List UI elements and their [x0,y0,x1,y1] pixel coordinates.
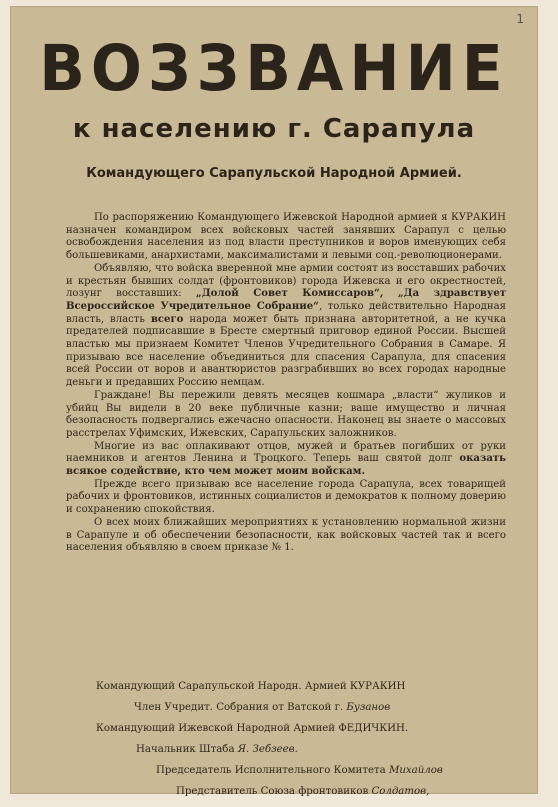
paragraph [66,441,506,479]
paragraph-text: Многие из вас оплакивают отцов, мужей и братьев погибших от руки наемников и агентов Ленина и Троцкого. Теперь ваш святой долг [66,440,506,465]
proclamation-body [66,212,506,555]
signatures-block [96,681,536,807]
paragraph [66,479,506,517]
paragraph [66,212,506,263]
paragraph-text: По распоряжению Командующего Ижевской Народной армией я КУРАКИН назначен командиром всех войсковых частей занявших Сарапул с целью освобождения населения из под власти преступников и воров именующих себя большевиками, анархистами, максималистами и левыми соц.-революционерами. [66,212,506,262]
paragraph-text: народа может быть признана авторитетной, а не кучка предателей подписавшие в Бресте смертный приговор единой России. Высшей властью мы признаем Комитет Членов Учредительного Собрания в Самаре. Я призываю все население объединиться для спасения Сарапула, для спасения всей России от воров и авантюристов разграбившиx во всех городах народные деньги и предавших Россию немцам. [66,313,506,389]
paragraph-text: О всех моих ближайших мероприятиях к установлению нормальной жизни в Сарапуле и об обеспечении безопасности, как войсковых частей так и всего населения объявляю в своем приказе № 1. [66,516,506,554]
page-number: 1 [516,12,524,26]
poster-title: ВОЗЗВАНИЕ [39,32,509,106]
signature-handwritten-name: Солдатов, [371,786,430,797]
paragraph-bold-text: оказать всякое содействие, кто чем может моим войскам. [66,453,506,478]
poster-sheet [10,6,538,797]
paragraph-text: Граждане! Вы пережили девять месяцев кошмара „власти“ жуликов и убийц Вы видели в 20 веке публичные казни; ваше имущество и личная безопасность подвергались ежечасно опасности. Наконец вы знаете о массовых расстрелах Уфимских, Ижевских, Сарапульских заложников. [66,389,506,439]
paragraph [66,263,506,390]
signature-text: Председатель Исполнительного Комитета [156,765,389,776]
paragraph-bold-text: всего [150,313,184,325]
paragraph-text: Объявляю, что войска вверенной мне армии состоят из восставших рабочих и крестьян бывших солдат (фронтовиков) города Ижевска и его окрестностей, лозунг восставших: [66,262,506,300]
paragraph-text: Прежде всего призываю все население города Сарапула, всех товарищей рабочих и фронтовиков, истинных социалистов и демократов к полному доверию и сохранению спокойствия. [66,478,506,516]
signature-text: Командующий Ижевской Народной Армией ФЕДИЧКИН. [96,723,409,734]
signature-line [96,765,536,786]
signature-text: Начальник Штаба [136,744,238,755]
paragraph-text: , только действительно Народная власть, власть [66,300,506,325]
signature-line [96,702,536,723]
signature-text: Командующий Сарапульской Народн. Армией КУРАКИН [96,681,406,692]
paragraph [66,517,506,555]
poster-heading: к населению г. Сарапула [72,114,476,144]
signature-line [96,744,536,765]
paragraph [66,390,506,441]
paragraph-bold-text: „Долой Совет Комиссаров“, „Да здравствует Всероссийское Учредительное Собрание“ [66,288,507,312]
signature-line [96,786,536,807]
signature-text: Член Учредит. Собрания от Ватской г. [134,702,347,713]
signature-line [96,681,536,702]
signature-line [96,723,536,744]
poster-subtitle: Командующего Сарапульской Народной Армией. [86,166,462,181]
signature-handwritten-name: Я. Зебзеев. [237,744,298,755]
signature-handwritten-name: Михайлов [388,765,443,776]
signature-text: Представитель Союза фронтовиков [176,786,372,797]
signature-handwritten-name: Бузанов [346,702,391,713]
